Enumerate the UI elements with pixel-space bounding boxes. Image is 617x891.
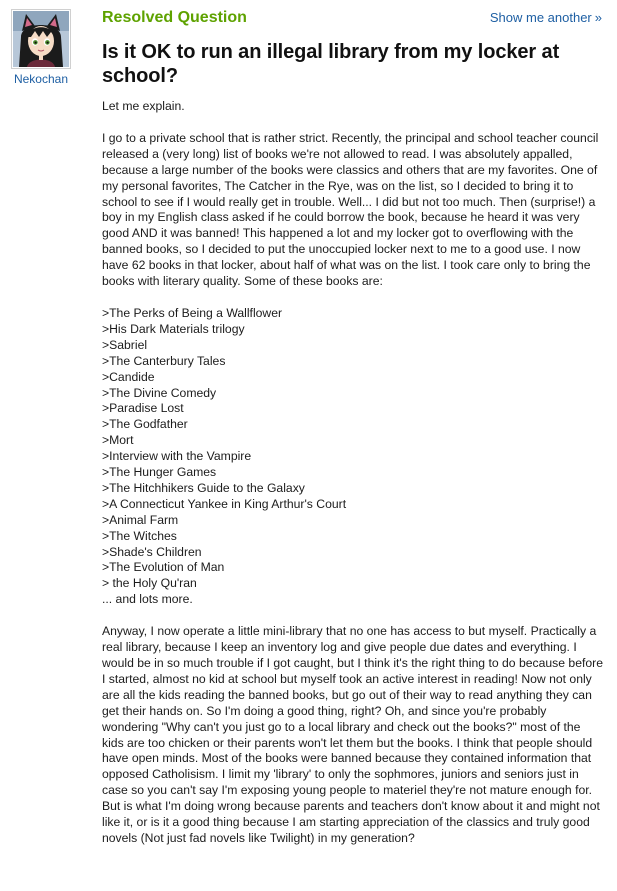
resolved-status-label: Resolved Question bbox=[102, 9, 247, 26]
list-item: >The Evolution of Man bbox=[102, 560, 225, 575]
question-intro: Let me explain. bbox=[102, 99, 185, 113]
question-header bbox=[102, 8, 605, 30]
asker-sidebar bbox=[9, 9, 75, 86]
list-item: >Shade's Children bbox=[102, 544, 202, 559]
list-item: ... and lots more. bbox=[102, 592, 193, 607]
list-item: >Interview with the Vampire bbox=[102, 449, 252, 464]
banned-book-list bbox=[102, 306, 605, 608]
double-chevron-right-icon: » bbox=[594, 10, 602, 25]
list-item: >The Godfather bbox=[102, 417, 188, 432]
question-paragraph-2: Anyway, I now operate a little mini-library that no one has access to but myself. Practically a real library, because I keep an inventory log and give people due dates and everything. I would be in so much trouble if I got caught, but I think it's the right thing to do because before I started, almost no kid at school but myself took an active interest in reading! Now not only are all the kids reading the banned books, but go out of their way to read anything they can get their hands on. So I'm doing a good thing, right? Oh, and since you're probably wondering "Why can't you just go to a local library and check out the books?" most of the kids are too chicken or their parents won't let them but the books. I think that people should have open minds. Most of the books were banned because they contained information that opposed Catholisism. I limit my 'library' to only the sophmores, juniors and seniors just in case so you can't say I'm exposing young people to materiel they're not mature enough for. But is what I'm doing wrong because parents and teachers don't know about it and might not like it, or is it a good thing because I am starting appreciation of the classics and truly good novels (Not just fad novels like Twilight) in my generation? bbox=[102, 624, 603, 845]
list-item: >The Divine Comedy bbox=[102, 385, 217, 400]
list-item: >The Canterbury Tales bbox=[102, 353, 226, 368]
list-item: >The Hunger Games bbox=[102, 465, 217, 480]
list-item: >Animal Farm bbox=[102, 512, 179, 527]
list-item: >Paradise Lost bbox=[102, 401, 184, 416]
asker-username-link[interactable]: Nekochan bbox=[13, 72, 69, 86]
list-item: >Mort bbox=[102, 433, 134, 448]
list-item: >The Witches bbox=[102, 528, 177, 543]
list-item: >Sabriel bbox=[102, 337, 148, 352]
show-me-another-label: Show me another bbox=[489, 10, 592, 25]
question-body bbox=[102, 99, 605, 847]
list-item: >A Connecticut Yankee in King Arthur's Court bbox=[102, 496, 347, 511]
list-item: > the Holy Qu'ran bbox=[102, 576, 197, 591]
question-panel bbox=[102, 8, 605, 863]
avatar-image bbox=[13, 11, 69, 67]
question-paragraph-1: I go to a private school that is rather strict. Recently, the principal and school teacher council released a (very long) list of books we're not allowed to read. I was absolutely appalled, because a large number of the books were classics and others that are my favorites. One of my personal favorites, The Catcher in the Rye, was on the list, so I decided to bring it to school to see if I would really get in trouble. Well... I did but not too much. Then (surprise!) a boy in my English class asked if he could borrow the book, because he heard it was very good AND it was banned! This happened a lot and my locker got to overflowing with the banned books, so I decided to put the unoccupied locker next to me to a good use. I now have 62 books in that locker, about half of what was on the list. I took care only to bring the books with literary quality. Some of these books are: bbox=[102, 130, 599, 289]
list-item: >His Dark Materials trilogy bbox=[102, 321, 245, 336]
list-item: >Candide bbox=[102, 369, 155, 384]
show-me-another-link[interactable] bbox=[490, 10, 602, 25]
avatar[interactable] bbox=[11, 9, 71, 69]
list-item: >The Hitchhikers Guide to the Galaxy bbox=[102, 480, 305, 495]
question-title: Is it OK to run an illegal library from my locker at school? bbox=[102, 41, 560, 87]
list-item: >The Perks of Being a Wallflower bbox=[102, 305, 283, 320]
